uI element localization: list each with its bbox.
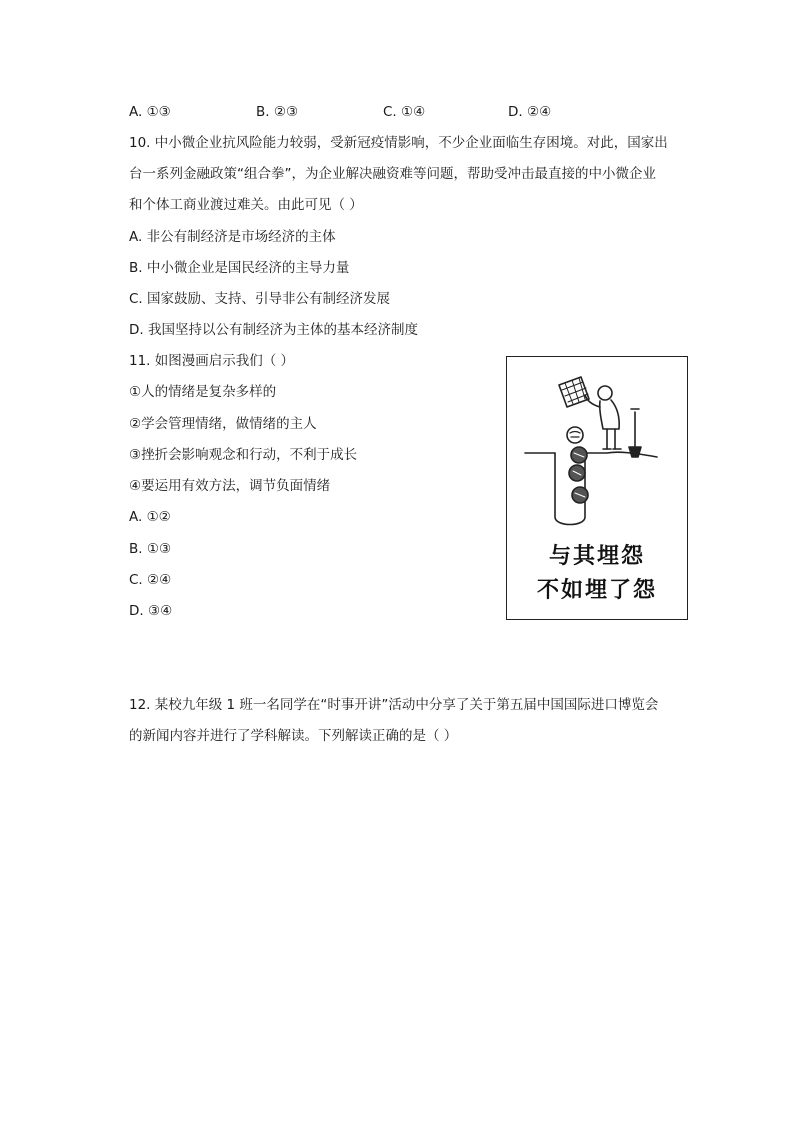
q11-option-b[interactable]: B. ①③: [129, 541, 172, 557]
q11-stem: 11. 如图漫画启示我们（ ）: [129, 353, 295, 369]
q9-option-a[interactable]: A. ①③: [129, 104, 171, 120]
q10-stem-line-2: 台一系列金融政策“组合拳”，为企业解决融资难等问题，帮助受冲击最直接的中小微企业: [129, 166, 656, 182]
q9-option-b[interactable]: B. ②③: [256, 104, 299, 120]
q12-stem-line-1: 12. 某校九年级 1 班一名同学在“时事开讲”活动中分享了关于第五届中国国际进口博览会: [129, 697, 659, 713]
q10-stem-line-3: 和个体工商业渡过难关。由此可见（ ）: [129, 197, 363, 213]
q11-option-c[interactable]: C. ②④: [129, 572, 172, 588]
q11-statement-4: ④要运用有效方法，调节负面情绪: [129, 478, 331, 494]
q11-statement-3: ③挫折会影响观念和行动，不利于成长: [129, 447, 358, 463]
q11-option-d[interactable]: D. ③④: [129, 603, 173, 619]
q11-statement-1: ①人的情绪是复杂多样的: [129, 384, 277, 400]
q10-option-b[interactable]: B. 中小微企业是国民经济的主导力量: [129, 260, 350, 276]
q11-cartoon: [506, 356, 688, 620]
q12-stem-line-2: 的新闻内容并进行了学科解读。下列解读正确的是（ ）: [129, 728, 458, 744]
q10-option-d[interactable]: D. 我国坚持以公有制经济为主体的基本经济制度: [129, 322, 418, 338]
q9-options: [0, 102, 552, 122]
q10-option-a[interactable]: A. 非公有制经济是市场经济的主体: [129, 229, 336, 245]
cartoon-caption-line-1: 与其埋怨: [548, 544, 645, 569]
q9-option-c[interactable]: C. ①④: [383, 104, 426, 120]
q11-option-a[interactable]: A. ①②: [129, 509, 171, 525]
q9-option-d[interactable]: D. ②④: [508, 104, 552, 120]
q10-option-c[interactable]: C. 国家鼓励、支持、引导非公有制经济发展: [129, 291, 391, 307]
cartoon-caption-line-2: 不如埋了怨: [536, 578, 657, 603]
q11-statement-2: ②学会管理情绪，做情绪的主人: [129, 416, 317, 432]
q10-stem-line-1: 10. 中小微企业抗风险能力较弱，受新冠疫情影响，不少企业面临生存困境。对此，国家出: [129, 135, 668, 151]
